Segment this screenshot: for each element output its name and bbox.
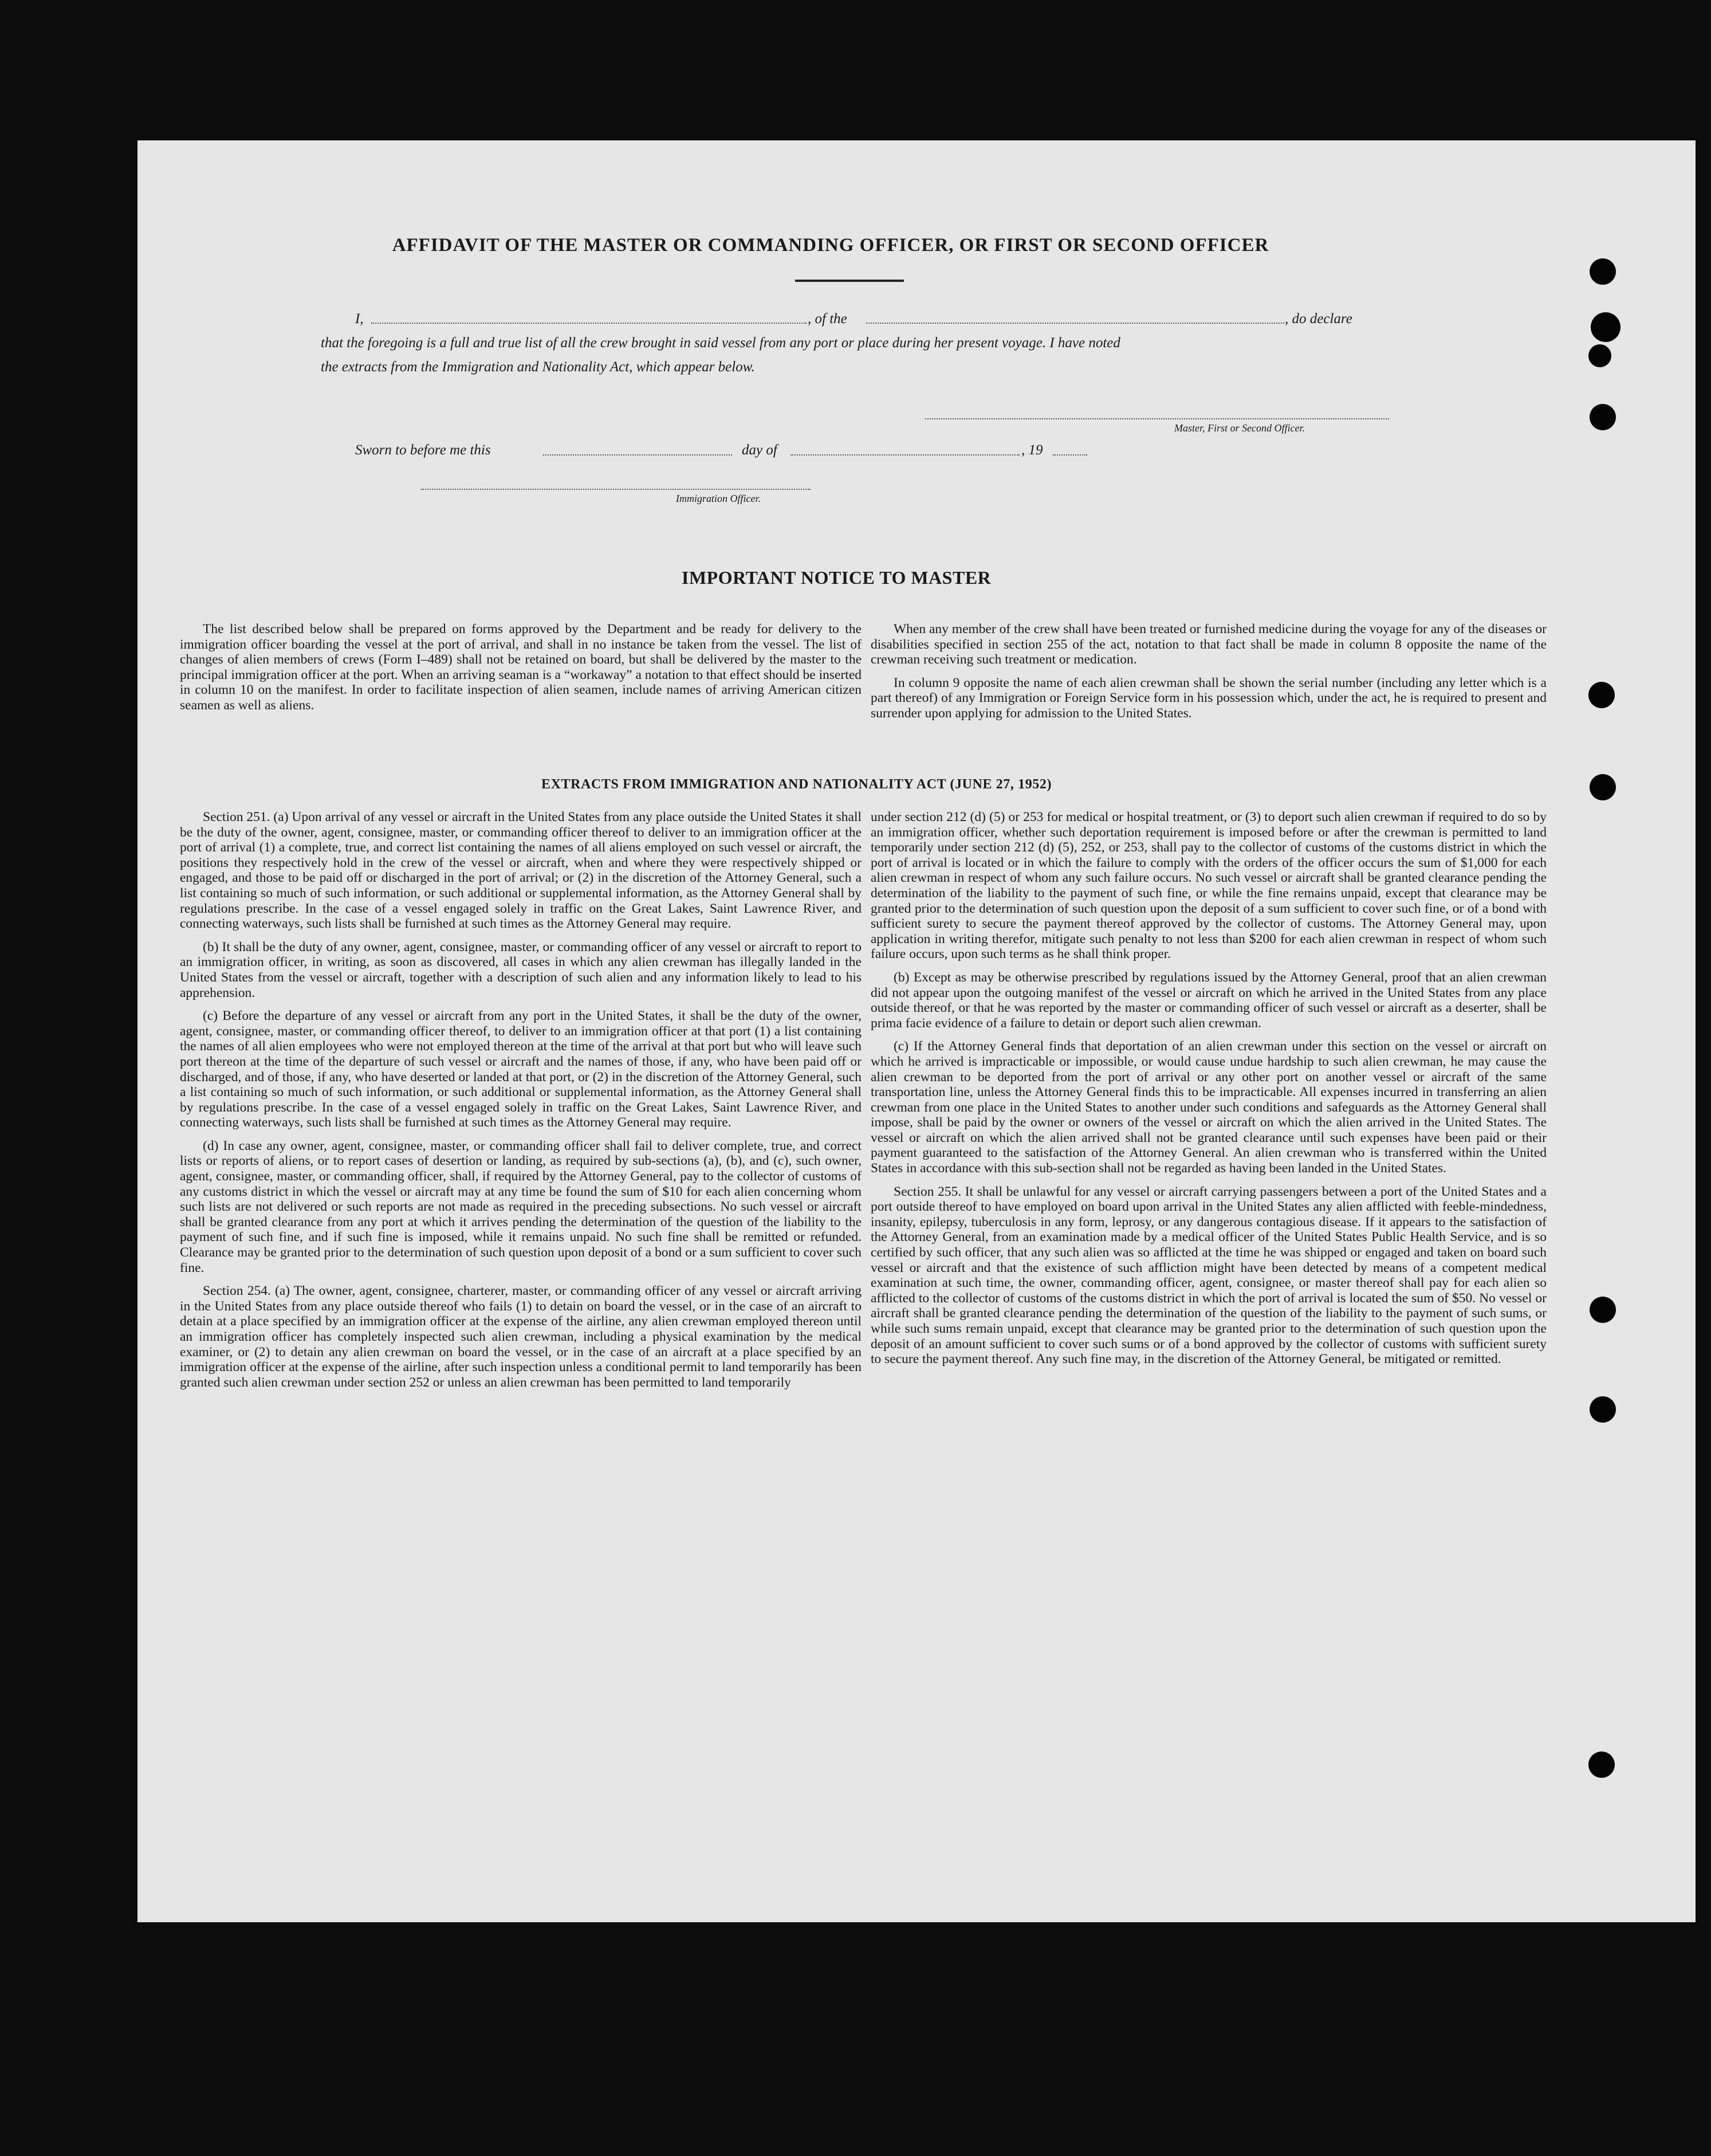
sworn-text: Sworn to before me this <box>355 442 491 458</box>
vessel-blank[interactable] <box>866 323 1284 324</box>
notice-left-paragraph: The list described below shall be prepared on forms approved by the Department and be ready for delivery to the immigration officer boarding the vessel at the port of arrival, and shall in no instance be taken from the vessel. The list of changes of alien members of crews (Form I–489) shall not be retained on board, but shall be delivered by the master to the principal immigration officer at the port. When an arriving seaman is a “workaway” a notation to that effect should be inserted in column 10 on the manifest. In order to facilitate inspection of alien seamen, include names of arriving American citizen seamen as well as aliens. <box>180 622 862 713</box>
sworn-day-blank[interactable] <box>543 454 732 455</box>
section-254-a: Section 254. (a) The owner, agent, consignee, charterer, master, or commanding officer of any vessel or aircraft arriving in the United States from any place outside thereof who fails (1) to detain on board the vessel, or in the case of an aircraft to detain at a place specified by an immigration officer at the expense of the airline, any alien crewman employed thereon until an immigration officer has completely inspected such alien crewman, including a physical examination by the medical examiner, or (2) to detain any alien crewman on board the vessel, or in the case of an aircraft at a place specified by an immigration officer at the expense of the airline, after such inspection unless a conditional permit to land temporarily has been granted such alien crewman under section 252 or unless an alien crewman has been permitted to land temporarily <box>180 1283 862 1390</box>
sworn-year-prefix: , 19 <box>1021 442 1043 458</box>
punch-hole <box>1591 312 1620 342</box>
extracts-title: EXTRACTS FROM IMMIGRATION AND NATIONALITY ACT (JUNE 27, 1952) <box>541 777 1052 792</box>
punch-hole <box>1588 682 1615 708</box>
sworn-day-of: day of <box>742 442 777 458</box>
affidavit-title: AFFIDAVIT OF THE MASTER OR COMMANDING OFFICER, OR FIRST OR SECOND OFFICER <box>392 235 1269 256</box>
section-254-c: (c) If the Attorney General finds that deportation of an alien crewman under this section on the vessel or aircraft on which he arrived is impracticable or impossible, or would cause undue hardship to such alien crewman, he may cause the alien crewman to be deported from the port of arrival or any other port on another vessel or aircraft of the same transportation line, unless the Attorney General finds this to be impracticable. All expenses incurred in transferring an alien crewman from one place in the United States to another under such conditions and safeguards as the Attorney General shall impose, shall be paid by the owner or owners of the vessel or aircraft on which the alien arrived in the United States. The vessel or aircraft on which the alien arrived shall not be granted clearance until such expenses have been paid or their payment guaranteed to the satisfaction of the Attorney General. An alien crewman who is transferred within the United States in accordance with this sub-section shall not be regarded as having been landed in the United States. <box>871 1039 1547 1176</box>
section-251-c: (c) Before the departure of any vessel or aircraft from any port in the United States, it shall be the duty of the owner, agent, consignee, master, or commanding officer thereof, to deliver to an immigration officer at that port (1) a list containing the names of all alien employees who were not employed thereon at the time of the arrival at that port but who will leave such port thereon at the time of the departure of such vessel or aircraft and the names of those, if any, who have been paid off or discharged, and of those, if any, who have deserted or landed at that port, or (2) in the discretion of the Attorney General, such a list containing so much of such information, or such additional or supplemental information, as the Attorney General shall by regulations prescribe. In the case of a vessel engaged solely in traffic on the Great Lakes, Saint Lawrence River, and connecting waterways, such lists shall be furnished at such times as the Attorney General may require. <box>180 1008 862 1130</box>
punch-hole <box>1590 404 1616 430</box>
section-254-a-continued: under section 212 (d) (5) or 253 for medical or hospital treatment, or (3) to deport such alien crewman if required to do so by an immigration officer, whether such deportation requirement is imposed before or after the crewman is permitted to land temporarily under section 212 (d) (5), 252, or 253, shall pay to the collector of customs of the customs district in which the port of arrival is located or in which the failure to comply with the orders of the officer occurs the sum of $1,000 for each alien crewman in respect of whom any such failure occurs. No such vessel or aircraft shall be granted clearance pending the determination of the liability to the payment of such fine, or while the fine remains unpaid, except that clearance may be granted prior to the determination of such question upon the deposit of a sum sufficient to cover such fine, or of a bond with sufficient surety to secure the payment thereof approved by the collector of customs. The Attorney General may, upon application in writing therefor, mitigate such penalty to not less than $200 for each alien crewman in respect of whom such failure occurs, upon such terms as he shall think proper. <box>871 810 1547 962</box>
master-signature-label: Master, First or Second Officer. <box>1174 422 1305 434</box>
sworn-year-blank[interactable] <box>1053 454 1087 455</box>
punch-hole <box>1590 1396 1616 1423</box>
officer-signature-line[interactable] <box>421 489 811 490</box>
affidavit-line1-of-the: , of the <box>808 311 847 327</box>
punch-hole <box>1588 344 1611 367</box>
affidavit-line3: the extracts from the Immigration and Nationality Act, which appear below. <box>321 359 755 375</box>
affidavit-line1-declare: , do declare <box>1285 311 1352 327</box>
extracts-left-column <box>180 810 862 1398</box>
title-rule <box>795 280 904 282</box>
extracts-right-column <box>871 810 1547 1375</box>
notice-title: IMPORTANT NOTICE TO MASTER <box>682 567 992 588</box>
punch-hole <box>1588 1751 1615 1778</box>
affidavit-line1-i: I, <box>355 311 364 327</box>
sworn-month-blank[interactable] <box>790 454 1020 455</box>
master-signature-line[interactable] <box>925 418 1389 419</box>
section-254-b: (b) Except as may be otherwise prescribed by regulations issued by the Attorney General, proof that an alien crewman did not appear upon the outgoing manifest of the vessel or aircraft on which he arrived in the United States from any place outside thereof, or that he was reported by the master or commanding officer of such vessel or aircraft as a deserter, shall be prima facie evidence of a failure to detain or deport such alien crewman. <box>871 969 1547 1031</box>
notice-right-column <box>871 622 1547 729</box>
punch-hole <box>1590 774 1616 800</box>
notice-right-paragraph-2: In column 9 opposite the name of each alien crewman shall be shown the serial number (including any letter which is a part thereof) of any Immigration or Foreign Service form in his possession which, under the act, he is required to present and surrender upon applying for admission to the United States. <box>871 675 1547 721</box>
section-251-a: Section 251. (a) Upon arrival of any vessel or aircraft in the United States from any place outside the United States it shall be the duty of the owner, agent, consignee, master, or commanding officer thereof to deliver to an immigration officer at the port of arrival (1) a complete, true, and correct list containing the names of all aliens employed on such vessel or aircraft, the positions they respectively hold in the crew of the vessel or aircraft, when and where they were respectively shipped or engaged, and those to be paid off or discharged in the port of arrival; or (2) in the discretion of the Attorney General, such a list containing so much of such information, or such additional or supplemental information, as the Attorney General shall by regulations prescribe. In the case of a vessel engaged solely in traffic on the Great Lakes, Saint Lawrence River, and connecting waterways, such lists shall be furnished at such times as the Attorney General may require. <box>180 810 862 932</box>
section-251-b: (b) It shall be the duty of any owner, agent, consignee, master, or commanding officer of any vessel or aircraft to report to an immigration officer, in writing, as soon as discovered, all cases in which any alien crewman has illegally landed in the United States from the vessel or aircraft, together with a description of such alien and any information likely to lead to his apprehension. <box>180 939 862 1000</box>
officer-signature-label: Immigration Officer. <box>676 493 761 504</box>
document-page <box>137 140 1696 1922</box>
section-255: Section 255. It shall be unlawful for any vessel or aircraft carrying passengers between a port of the United States and a port outside thereof to have employed on board upon arrival in the United States any alien afflicted with feeble-mindedness, insanity, epilepsy, tuberculosis in any form, leprosy, or any dangerous contagious disease. If it appears to the satisfaction of the Attorney General, from an examination made by a medical officer of the United States Public Health Service, and is so certified by such officer, that any such alien was so afflicted at the time he was shipped or engaged and taken on board such vessel or aircraft and that the existence of such affliction might have been detected by means of a competent medical examination at such time, the owner, commanding officer, agent, consignee, or master thereof shall pay for each alien so afflicted to the collector of customs of the customs district in which the port of arrival is located the sum of $50. No vessel or aircraft shall be granted clearance pending the determination of the question of the liability to the payment of such sums, or while such sums remain unpaid, except that clearance may be granted prior to the determination of such question upon the deposit of an amount sufficient to cover such sums or of a bond approved by the collector of customs with sufficient surety to secure the payment thereof. Any such fine may, in the discretion of the Attorney General, be mitigated or remitted. <box>871 1184 1547 1367</box>
notice-left-column <box>180 622 862 721</box>
section-251-d: (d) In case any owner, agent, consignee, master, or commanding officer shall fail to deliver complete, true, and correct lists or reports of aliens, or to report cases of desertion or landing, as required by sub-sections (a), (b), and (c), such owner, agent, consignee, master, or commanding officer, shall, if required by the Attorney General, pay to the collector of customs of any customs district in which the vessel or aircraft may at any time be found the sum of $10 for each alien concerning whom such lists are not delivered or such reports are not made as required in the preceding subsections. No such vessel or aircraft shall be granted clearance from any port at which it arrives pending the determination of the question of the liability to the payment of such fine, and if such fine is imposed, while it remains unpaid. No such fine shall be remitted or refunded. Clearance may be granted prior to the determination of such question upon deposit of a bond or a sum sufficient to cover such fine. <box>180 1138 862 1275</box>
affidavit-line2: that the foregoing is a full and true list of all the crew brought in said vessel from any port or place during her present voyage. I have noted <box>321 335 1120 351</box>
punch-hole <box>1590 258 1616 285</box>
notice-right-paragraph-1: When any member of the crew shall have been treated or furnished medicine during the voyage for any of the diseases or disabilities specified in section 255 of the act, notation to that fact shall be made in column 8 opposite the name of the crewman receiving such treatment or medication. <box>871 622 1547 667</box>
name-blank[interactable] <box>371 323 807 324</box>
punch-hole <box>1590 1297 1616 1323</box>
